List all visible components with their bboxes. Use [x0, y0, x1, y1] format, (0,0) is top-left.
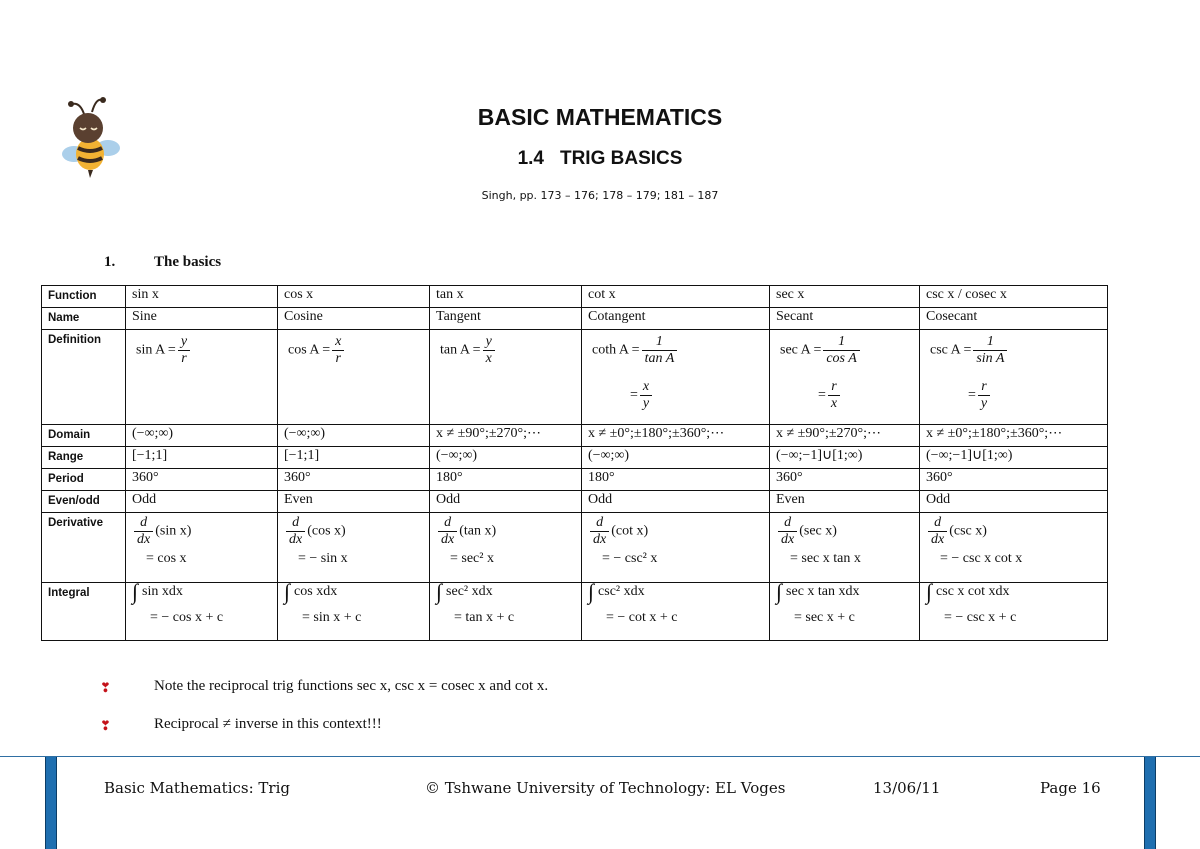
- integral-result: = tan x + c: [454, 610, 515, 625]
- note-line: Reciprocal ≠ inverse in this context!!!: [154, 716, 382, 732]
- row-header-parity: Even/odd: [42, 491, 126, 513]
- cell-domain: [920, 425, 1108, 447]
- reference-line: Singh, pp. 173 – 176; 178 – 179; 181 – 187: [481, 189, 719, 202]
- integral-sign: ∫: [776, 579, 783, 604]
- integral-result: = − cot x + c: [606, 610, 678, 625]
- fraction-denominator: r: [181, 351, 187, 366]
- domain-value: x ≠ ±90°;±270°;⋯: [776, 426, 882, 441]
- cell-range: [920, 447, 1108, 469]
- row-header-integral: Integral: [42, 583, 126, 641]
- period-value: 360°: [776, 470, 803, 485]
- derivative-result: = sec x tan x: [790, 551, 861, 566]
- fraction-denominator: tan A: [644, 351, 675, 366]
- definition-equals: =: [818, 387, 826, 403]
- table-row-name: [42, 308, 1108, 330]
- integral-expression: [132, 579, 271, 604]
- bullet-icon: ❣: [100, 680, 111, 695]
- fraction-denominator: x: [830, 396, 838, 411]
- integral-sign: ∫: [926, 579, 933, 604]
- definition-equals: =: [630, 387, 638, 403]
- section-number: 1.: [104, 254, 116, 270]
- derivative-function: (csc x): [949, 523, 987, 539]
- cell-period: [278, 469, 430, 491]
- cell-integral: [770, 579, 920, 641]
- table-row-period: [42, 469, 1108, 491]
- derivative-operator: [286, 515, 305, 548]
- cell-derivative: [278, 513, 430, 583]
- table-row-parity: [42, 491, 1108, 513]
- cell-domain: [278, 425, 430, 447]
- definition-fraction: [332, 334, 344, 367]
- cell-function: [920, 286, 1108, 308]
- fraction-denominator: dx: [781, 532, 795, 547]
- domain-value: (−∞;∞): [284, 426, 326, 441]
- parity-value: Odd: [588, 492, 613, 507]
- cell-parity: [920, 491, 1108, 513]
- definition-line: [284, 334, 423, 367]
- fraction-numerator: x: [332, 334, 344, 351]
- cell-definition: [582, 330, 770, 425]
- row-header-period: Period: [42, 469, 126, 491]
- fraction-denominator: dx: [441, 532, 455, 547]
- fraction-numerator: 1: [973, 334, 1007, 351]
- section-heading: [104, 254, 221, 271]
- cell-parity: [126, 491, 278, 513]
- cell-integral: [430, 579, 582, 641]
- fraction-numerator: y: [483, 334, 495, 351]
- fraction-numerator: r: [978, 379, 990, 396]
- integral-sign: ∫: [132, 579, 139, 604]
- footer-page: Page 16: [1040, 779, 1101, 797]
- definition-fraction: [178, 334, 190, 367]
- table-row-function: [42, 286, 1108, 308]
- fraction-denominator: dx: [137, 532, 151, 547]
- range-value: [−1;1]: [132, 448, 168, 463]
- cell-definition: [430, 330, 582, 425]
- definition-line: [588, 334, 763, 367]
- cell-domain: [770, 425, 920, 447]
- cell-period: [770, 469, 920, 491]
- table-row-derivative: [42, 513, 1108, 583]
- parity-value: Even: [284, 492, 313, 507]
- definition-lhs: cos A =: [288, 342, 331, 358]
- domain-value: x ≠ ±0°;±180°;±360°;⋯: [588, 426, 725, 441]
- domain-value: x ≠ ±0°;±180°;±360°;⋯: [926, 426, 1063, 441]
- cell-definition: [126, 330, 278, 425]
- definition-fraction: [973, 334, 1007, 367]
- derivative-operator: [778, 515, 797, 548]
- fraction-numerator: d: [590, 515, 609, 532]
- integral-sign: ∫: [588, 579, 595, 604]
- row-header-range: Range: [42, 447, 126, 469]
- table-row-integral: [42, 583, 1108, 641]
- period-value: 180°: [588, 470, 615, 485]
- cell-integral: [126, 579, 278, 641]
- cell-definition: [770, 330, 920, 425]
- cell-period: [430, 469, 582, 491]
- table-row-domain: [42, 425, 1108, 447]
- definition-fraction: [823, 334, 859, 367]
- cell-parity: [770, 491, 920, 513]
- footer-bar-right: [1144, 757, 1156, 849]
- page-title: BASIC MATHEMATICS: [477, 104, 723, 130]
- definition-line: [436, 334, 575, 367]
- definition-lhs: tan A =: [440, 342, 481, 358]
- function-name: Cosine: [284, 309, 323, 324]
- definition-fraction-2: [978, 379, 990, 412]
- function-symbol: tan x: [436, 287, 464, 302]
- footer-copyright: © Tshwane University of Technology: EL Voges: [425, 779, 786, 797]
- function-symbol: cos x: [284, 287, 314, 302]
- parity-value: Odd: [436, 492, 461, 507]
- cell-range: [430, 447, 582, 469]
- derivative-result: = − csc x cot x: [940, 551, 1023, 566]
- fraction-numerator: y: [178, 334, 190, 351]
- domain-value: x ≠ ±90°;±270°;⋯: [436, 426, 542, 441]
- definition-line-2: [588, 379, 763, 412]
- derivative-function: (cot x): [611, 523, 649, 539]
- integral-sign: ∫: [436, 579, 443, 604]
- fraction-denominator: r: [335, 351, 341, 366]
- period-value: 360°: [284, 470, 311, 485]
- period-value: 360°: [926, 470, 953, 485]
- fraction-denominator: x: [485, 351, 492, 366]
- row-header-derivative: Derivative: [42, 513, 126, 583]
- fraction-numerator: d: [778, 515, 797, 532]
- cell-definition: [920, 330, 1108, 425]
- fraction-denominator: y: [980, 396, 988, 411]
- integral-sign: ∫: [284, 579, 291, 604]
- derivative-result: = cos x: [146, 551, 187, 566]
- integral-integrand: csc x cot xdx: [936, 584, 1010, 599]
- cell-definition: [278, 330, 430, 425]
- cell-range: [126, 447, 278, 469]
- function-name: Tangent: [436, 309, 481, 324]
- cell-period: [582, 469, 770, 491]
- footer-bar-left: [45, 757, 57, 849]
- row-header-function: Function: [42, 286, 126, 308]
- cell-name: [920, 308, 1108, 330]
- derivative-operator: [590, 515, 609, 548]
- fraction-denominator: dx: [593, 532, 607, 547]
- definition-fraction-2: [828, 379, 840, 412]
- definition-fraction: [483, 334, 495, 367]
- bullet-icon: ❣: [100, 718, 111, 733]
- cell-name: [770, 308, 920, 330]
- definition-fraction-2: [640, 379, 652, 412]
- integral-result: = sin x + c: [302, 610, 362, 625]
- cell-domain: [430, 425, 582, 447]
- fraction-numerator: 1: [823, 334, 859, 351]
- definition-lhs: sin A =: [136, 342, 176, 358]
- cell-integral: [582, 579, 770, 641]
- definition-fraction: [642, 334, 678, 367]
- derivative-operator: [438, 515, 457, 548]
- definition-lhs: csc A =: [930, 342, 972, 358]
- integral-integrand: csc² xdx: [598, 584, 645, 599]
- function-symbol: cot x: [588, 287, 616, 302]
- fraction-denominator: y: [642, 396, 650, 411]
- cell-range: [582, 447, 770, 469]
- function-name: Secant: [776, 309, 814, 324]
- derivative-function: (sec x): [799, 523, 837, 539]
- cell-name: [582, 308, 770, 330]
- derivative-result: = sec² x: [450, 551, 494, 566]
- cell-domain: [126, 425, 278, 447]
- integral-expression: [436, 579, 575, 604]
- derivative-result: = − csc² x: [602, 551, 658, 566]
- row-header-domain: Domain: [42, 425, 126, 447]
- derivative-result: = − sin x: [298, 551, 348, 566]
- derivative-function: (tan x): [459, 523, 497, 539]
- cell-derivative: [430, 513, 582, 583]
- range-value: (−∞;∞): [436, 448, 478, 463]
- subtitle-number: 1.4: [517, 148, 544, 169]
- parity-value: Even: [776, 492, 805, 507]
- derivative-expression: [284, 515, 423, 548]
- integral-integrand: sin xdx: [142, 584, 183, 599]
- function-name: Cotangent: [588, 309, 646, 324]
- period-value: 180°: [436, 470, 463, 485]
- period-value: 360°: [132, 470, 159, 485]
- definition-line: [926, 334, 1101, 367]
- row-header-definition: Definition: [42, 330, 126, 425]
- fraction-denominator: cos A: [826, 351, 857, 366]
- definition-lhs: sec A =: [780, 342, 822, 358]
- integral-expression: [776, 579, 913, 604]
- integral-result: = − csc x + c: [944, 610, 1017, 625]
- derivative-expression: [436, 515, 575, 548]
- function-name: Sine: [132, 309, 157, 324]
- fraction-denominator: dx: [931, 532, 945, 547]
- cell-integral: [920, 579, 1108, 641]
- cell-parity: [430, 491, 582, 513]
- section-title: The basics: [154, 254, 222, 270]
- function-symbol: csc x / cosec x: [926, 287, 1007, 302]
- row-header-name: Name: [42, 308, 126, 330]
- cell-name: [278, 308, 430, 330]
- range-value: (−∞;−1]∪[1;∞): [776, 448, 863, 463]
- integral-result: = sec x + c: [794, 610, 855, 625]
- cell-derivative: [920, 513, 1108, 583]
- cell-name: [126, 308, 278, 330]
- parity-value: Odd: [926, 492, 951, 507]
- integral-integrand: sec x tan xdx: [786, 584, 860, 599]
- cell-derivative: [770, 513, 920, 583]
- definition-line-2: [926, 379, 1101, 412]
- definition-lhs: coth A =: [592, 342, 640, 358]
- range-value: (−∞;∞): [588, 448, 630, 463]
- table-row-definition: [42, 330, 1108, 425]
- integral-integrand: cos xdx: [294, 584, 338, 599]
- definition-line-2: [776, 379, 913, 412]
- cell-function: [430, 286, 582, 308]
- domain-value: (−∞;∞): [132, 426, 174, 441]
- fraction-numerator: x: [640, 379, 652, 396]
- cell-range: [770, 447, 920, 469]
- cell-parity: [278, 491, 430, 513]
- footer-rule: [0, 756, 1200, 757]
- function-symbol: sin x: [132, 287, 159, 302]
- derivative-expression: [588, 515, 763, 548]
- integral-expression: [588, 579, 763, 604]
- derivative-operator: [134, 515, 153, 548]
- derivative-expression: [776, 515, 913, 548]
- fraction-numerator: r: [828, 379, 840, 396]
- table-row-range: [42, 447, 1108, 469]
- subtitle-text: TRIG BASICS: [559, 148, 683, 169]
- cell-range: [278, 447, 430, 469]
- cell-function: [278, 286, 430, 308]
- cell-function: [126, 286, 278, 308]
- parity-value: Odd: [132, 492, 157, 507]
- cell-derivative: [582, 513, 770, 583]
- cell-period: [920, 469, 1108, 491]
- cell-name: [430, 308, 582, 330]
- fraction-numerator: d: [928, 515, 947, 532]
- fraction-numerator: 1: [642, 334, 678, 351]
- fraction-numerator: d: [438, 515, 457, 532]
- definition-line: [132, 334, 271, 367]
- page-subtitle: [0, 148, 1200, 170]
- fraction-denominator: sin A: [976, 351, 1005, 366]
- cell-domain: [582, 425, 770, 447]
- cell-derivative: [126, 513, 278, 583]
- cell-parity: [582, 491, 770, 513]
- derivative-expression: [132, 515, 271, 548]
- function-name: Cosecant: [926, 309, 978, 324]
- integral-expression: [926, 579, 1101, 604]
- fraction-denominator: dx: [289, 532, 303, 547]
- function-symbol: sec x: [776, 287, 805, 302]
- trig-table: [41, 285, 1108, 641]
- cell-function: [770, 286, 920, 308]
- integral-expression: [284, 579, 423, 604]
- derivative-operator: [928, 515, 947, 548]
- footer-date: 13/06/11: [873, 779, 941, 797]
- cell-integral: [278, 579, 430, 641]
- integral-integrand: sec² xdx: [446, 584, 493, 599]
- derivative-function: (sin x): [155, 523, 192, 539]
- cell-period: [126, 469, 278, 491]
- fraction-numerator: d: [134, 515, 153, 532]
- integral-result: = − cos x + c: [150, 610, 224, 625]
- cell-function: [582, 286, 770, 308]
- definition-equals: =: [968, 387, 976, 403]
- footer-course: Basic Mathematics: Trig: [104, 779, 290, 797]
- definition-line: [776, 334, 913, 367]
- range-value: (−∞;−1]∪[1;∞): [926, 448, 1013, 463]
- note-line: Note the reciprocal trig functions sec x, csc x = cosec x and cot x.: [154, 678, 549, 694]
- range-value: [−1;1]: [284, 448, 320, 463]
- derivative-expression: [926, 515, 1101, 548]
- derivative-function: (cos x): [307, 523, 346, 539]
- fraction-numerator: d: [286, 515, 305, 532]
